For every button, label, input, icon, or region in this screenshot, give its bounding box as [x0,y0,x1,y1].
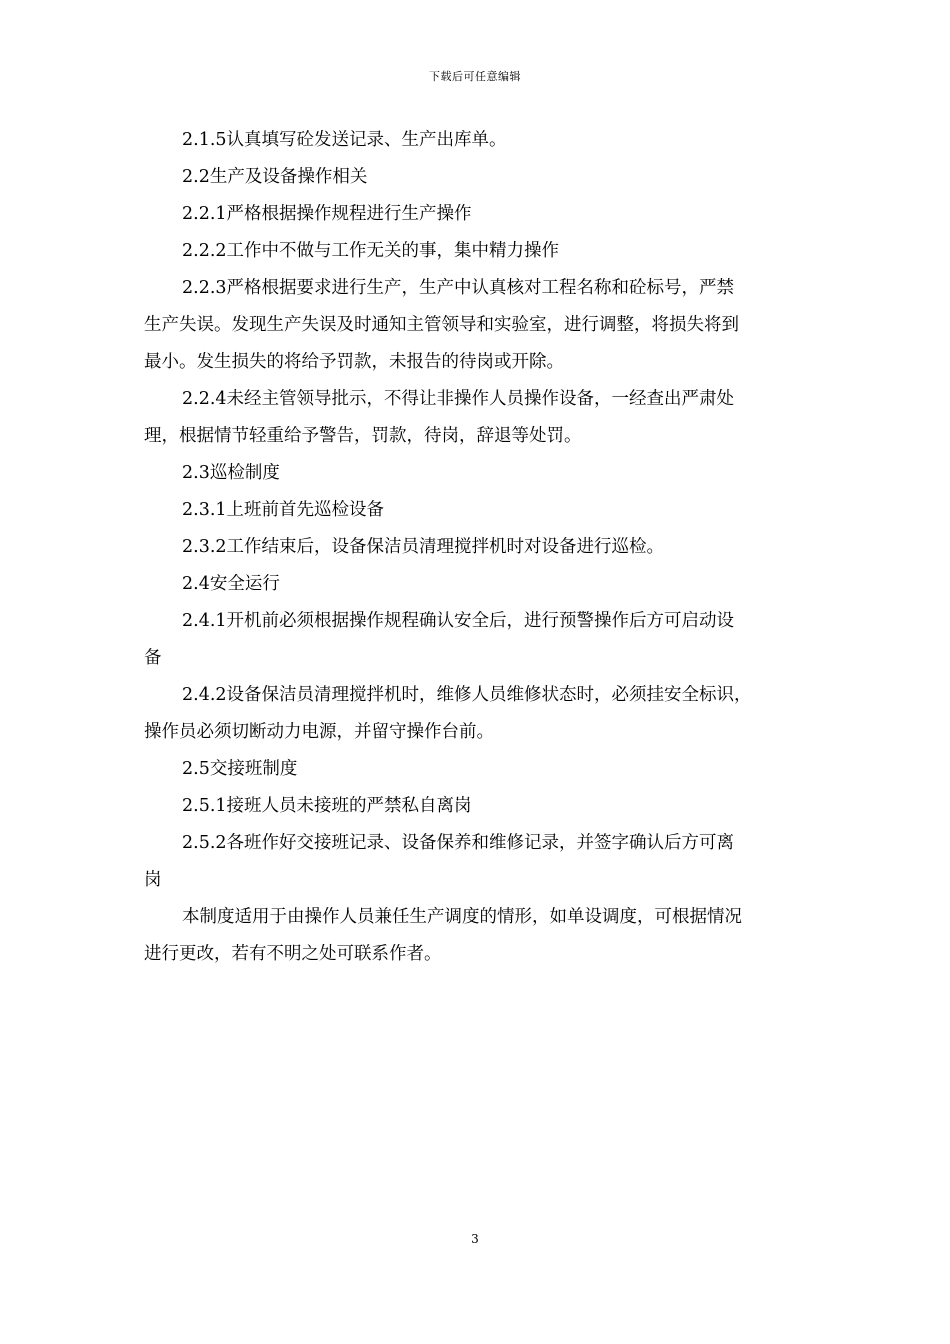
page-number: 3 [471,1232,479,1246]
paragraph-line: 2.4.1开机前必须根据操作规程确认安全后，进行预警操作后方可启动设 [182,611,735,631]
paragraph-line: 2.2.4未经主管领导批示，不得让非操作人员操作设备，一经查出严肃处 [182,389,735,409]
paragraph-line: 2.5.1接班人员未接班的严禁私自离岗 [182,796,472,816]
document-body [144,122,816,973]
paragraph-line: 岗 [144,870,162,890]
paragraph-line: 进行更改，若有不明之处可联系作者。 [144,944,442,964]
paragraph-line: 最小。发生损失的将给予罚款，未报告的待岗或开除。 [144,352,564,372]
paragraph-line: 备 [144,648,162,668]
paragraph-line: 操作员必须切断动力电源，并留守操作台前。 [144,722,494,742]
section-heading: 2.2生产及设备操作相关 [182,167,368,187]
paragraph-line: 本制度适用于由操作人员兼任生产调度的情形，如单设调度，可根据情况 [182,907,742,927]
paragraph-line: 2.2.2工作中不做与工作无关的事，集中精力操作 [182,241,560,261]
section-heading: 2.5交接班制度 [182,759,298,779]
paragraph-line: 2.5.2各班作好交接班记录、设备保养和维修记录，并签字确认后方可离 [182,833,735,853]
paragraph-line: 2.4.2设备保洁员清理搅拌机时，维修人员维修状态时，必须挂安全标识， [182,685,752,705]
paragraph-line: 2.1.5认真填写砼发送记录、生产出库单。 [182,130,507,150]
paragraph-line: 2.3.2工作结束后，设备保洁员清理搅拌机时对设备进行巡检。 [182,537,665,557]
paragraph-line: 2.3.1上班前首先巡检设备 [182,500,385,520]
page-header: 下载后可任意编辑 [429,70,521,83]
paragraph-line: 2.2.1严格根据操作规程进行生产操作 [182,204,472,224]
section-heading: 2.4安全运行 [182,574,280,594]
paragraph-line: 2.2.3严格根据要求进行生产，生产中认真核对工程名称和砼标号，严禁 [182,278,735,298]
section-heading: 2.3巡检制度 [182,463,280,483]
paragraph-line: 理，根据情节轻重给予警告，罚款，待岗，辞退等处罚。 [144,426,582,446]
paragraph-line: 生产失误。发现生产失误及时通知主管领导和实验室，进行调整，将损失将到 [144,315,739,335]
